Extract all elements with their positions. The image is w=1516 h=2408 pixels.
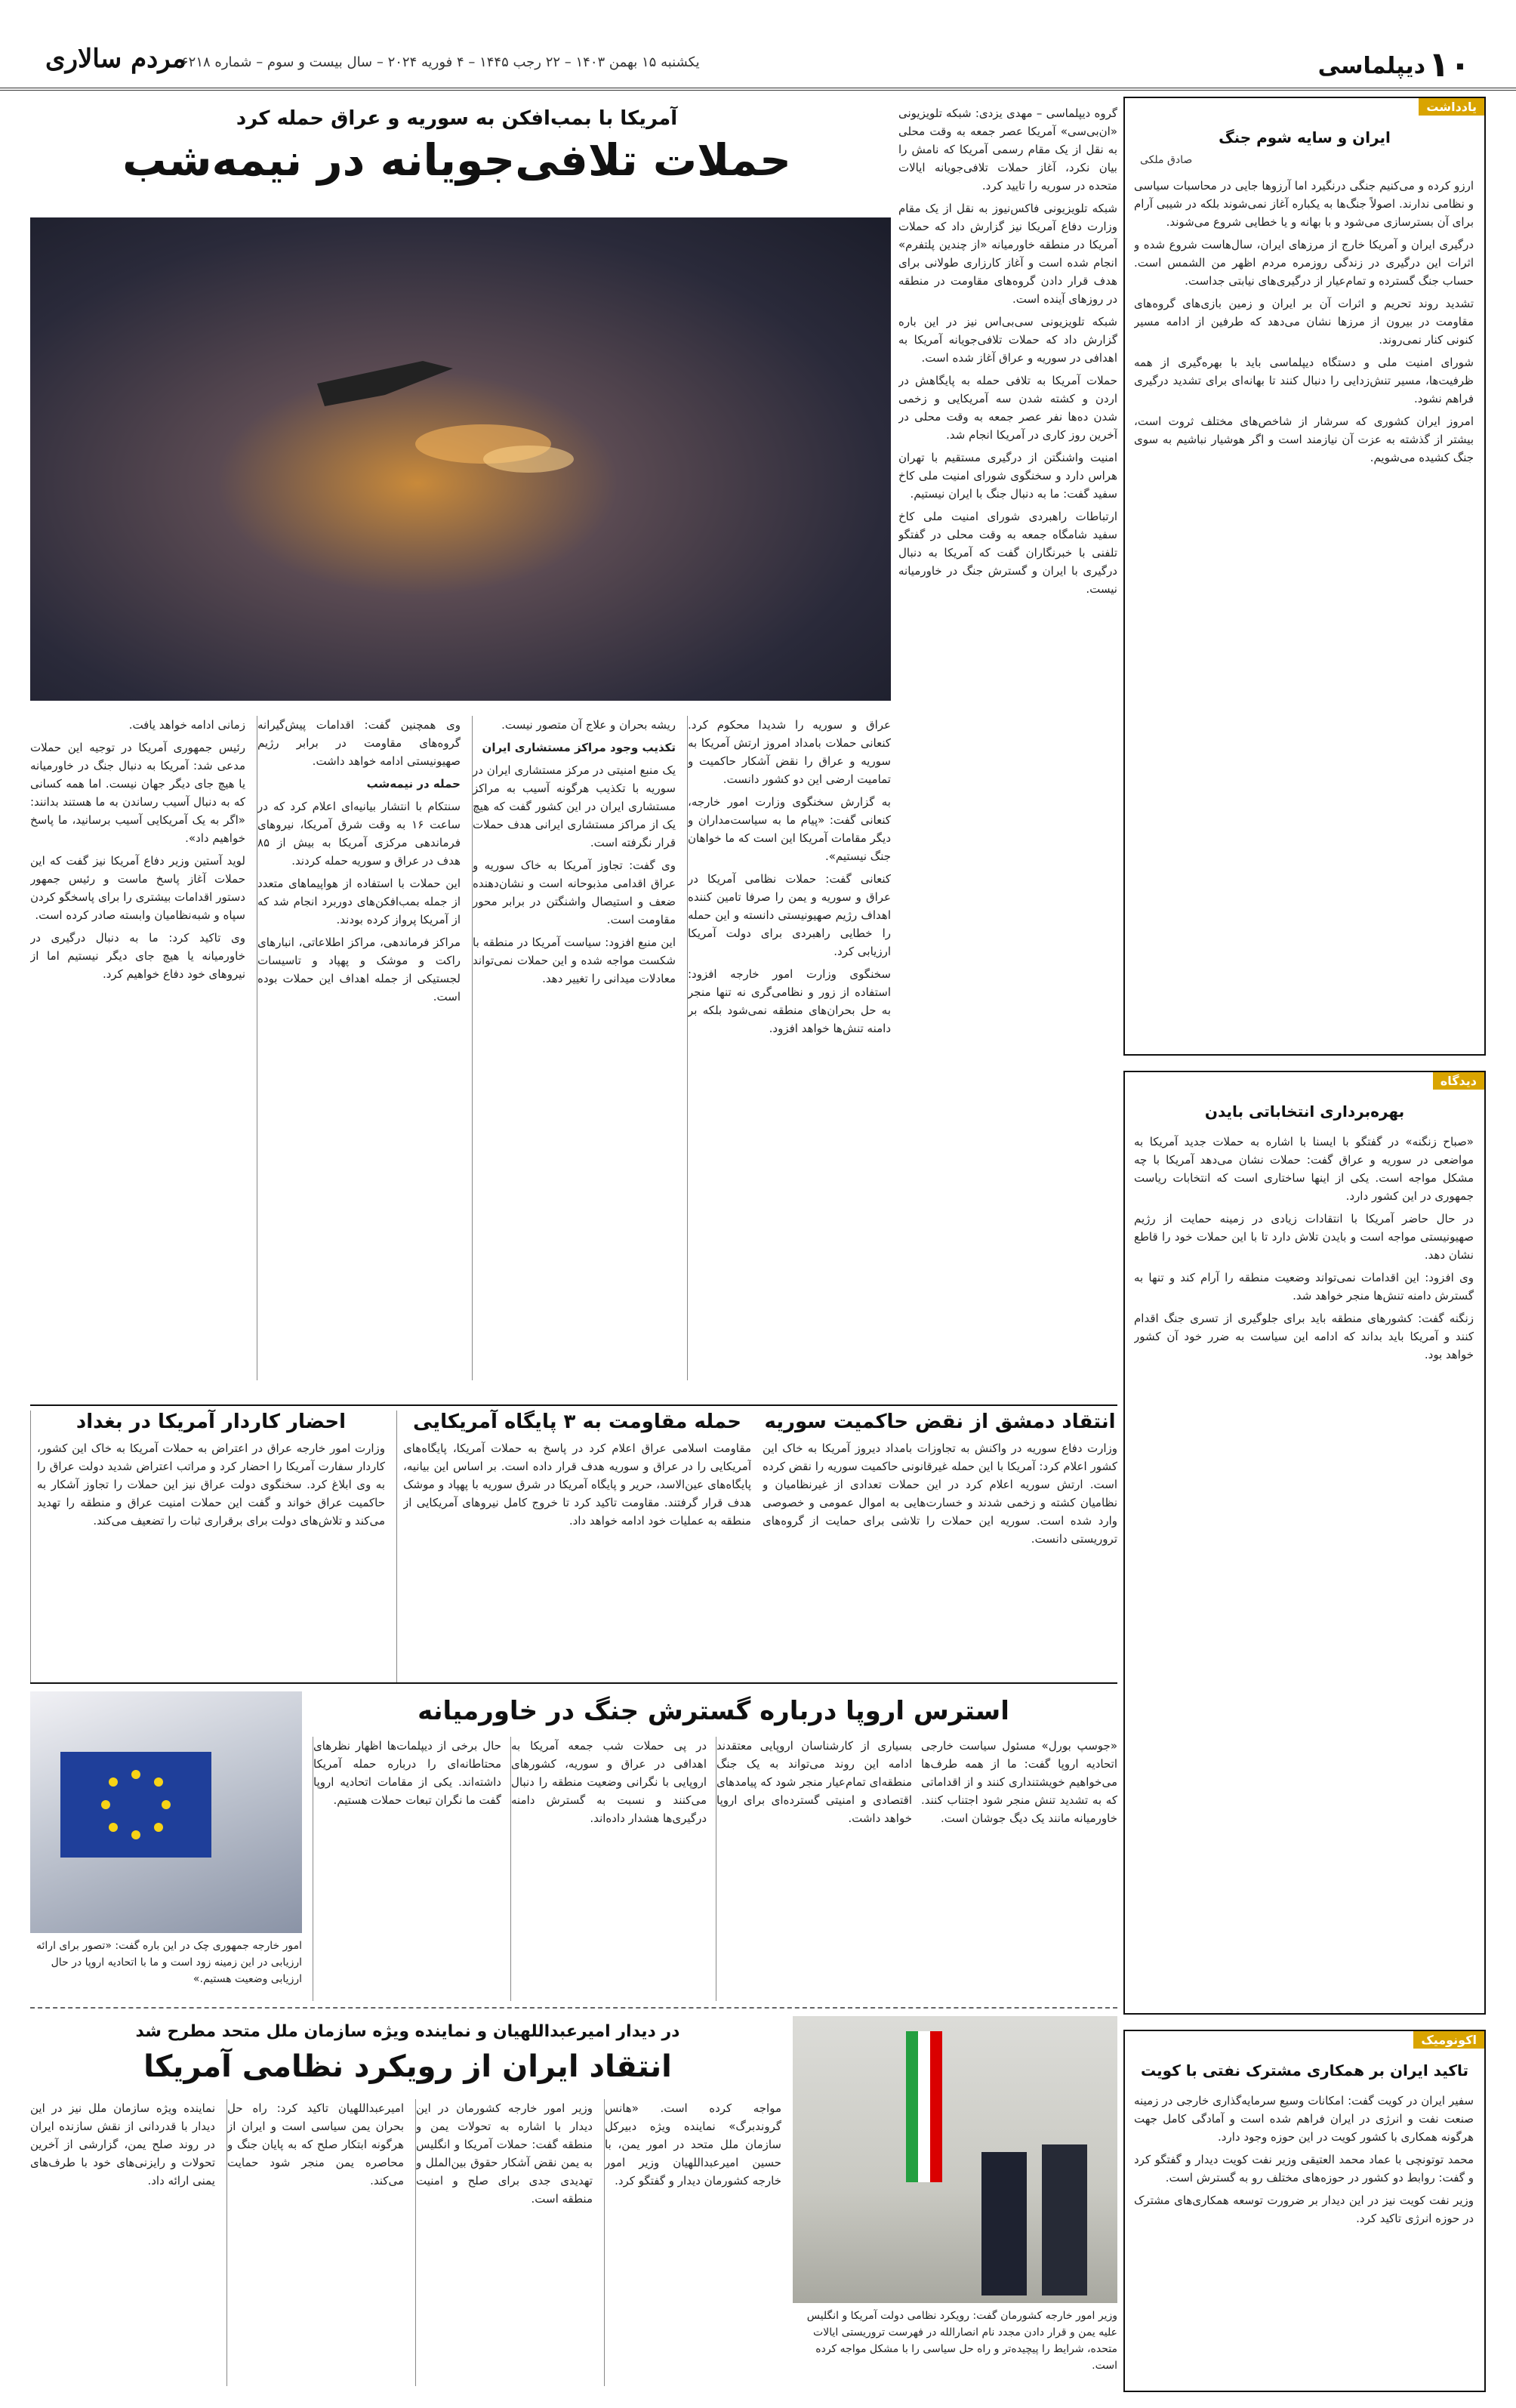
lead-column-c [257,716,461,1380]
paragraph: وی گفت: تجاوز آمریکا به خاک سوریه و عراق اقدامی مذبوحانه است و نشان‌دهنده ضعف و استیصال واشنگتن در برابر محور مقاومت است. [473,859,676,927]
eu-flag-icon [30,1691,302,1933]
lead-column-b [472,716,676,1380]
paragraph: امروز ایران کشوری که سرشار از شاخص‌های مختلف ثروت است، بیشتر از گذشته به عزت آن نیازمند است و اگر هوشیار نباشیم به سوی جنگ کشیده می‌شویم. [1134,415,1474,464]
paragraph: به گزارش سخنگوی وزارت امور خارجه، کنعانی گفت: «پیام ما به سیاست‌مداران و دیگر مقامات آمریکا این است که ما خواهان جنگ نیستیم». [688,795,891,863]
lead-story [30,97,1117,1395]
subheading: حمله در نیمه‌شب [366,777,461,791]
paragraph: وزیر نفت کویت نیز در این دیدار بر ضرورت توسعه همکاری‌های مشترک در حوزه انرژی تاکید کرد. [1134,2194,1474,2225]
meeting-headline: انتقاد ایران از رویکرد نظامی آمریکا [143,2049,672,2084]
paragraph: در حال حاضر آمریکا با انتقادات زیادی در زمینه حمایت از رژیم صهیونیستی مواجه است و بایدن تلاش دارد تا با این حملات خود را قاطع نشان دهد. [1134,1212,1474,1262]
paragraph: گروه دیپلماسی – مهدی یزدی: شبکه تلویزیونی «ان‌بی‌سی» آمریکا عصر جمعه به وقت محلی به نقل از یک مقام رسمی آمریکا که نامش را بیان نکرد، آغاز حملات تلافی‌جویانه ایالات متحده در سوریه را تایید کرد. [898,106,1117,193]
paragraph: تشدید روند تحریم و اثرات آن بر ایران و زمین بازی‌های گروه‌های مقاومت در بیرون از مرزها نشان می‌دهد که طرفین از ادامه مسیر کنونی کنار نمی‌روند. [1134,297,1474,347]
econ-tag: اکونومیک [1413,2031,1484,2049]
briefs-row [30,1404,1117,1684]
europe-column: بسیاری از کارشناسان اروپایی معتقدند ادامه این روند می‌تواند به یک جنگ منطقه‌ای تمام‌عیار منجر شود که پیامدهای اقتصادی و امنیتی گسترده‌ای برای اروپا خواهد داشت. [716,1737,912,2001]
lead-column-d [30,716,245,1380]
newspaper-logo: مردم سالاری [45,44,186,74]
view-body [1134,1133,1474,2001]
paragraph: محمد توتونچی با عماد محمد العتیقی وزیر نفت کویت دیدار و گفتگو کرد و گفت: روابط دو کشور در حوزه‌های مختلف رو به گسترش است. [1134,2153,1474,2184]
paragraph: حملات آمریکا به تلافی حمله به پایگاهش در اردن و کشته شدن سه آمریکایی و زخمی شدن ده‌ها نفر عصر جمعه به وقت محلی در آخرین روز کاری در آمریکا انجام شد. [898,374,1117,442]
europe-caption: امور خارجه جمهوری چک در این باره گفت: «تصور برای ارائه ارزیابی در این زمینه زود است و ما با اتحادیه اروپا در حال ارزیابی وضعیت هستیم.» [36,1940,302,1985]
paragraph: رئیس جمهوری آمریکا در توجیه این حملات مدعی شد: آمریکا به دنبال جنگ در خاورمیانه یا هیچ جای دیگر جهان نیست. اما همه کسانی که به دنبال آسیب رساندن به ما هستند بدانند: «اگر به یک آمریکایی آسیب برسانید، ما پاسخ خواهیم داد». [30,741,245,845]
paragraph: مراکز فرماندهی، مراکز اطلاعاتی، انبارهای راکت و موشک و پهپاد و تاسیسات لجستیکی از جمله اهداف این حملات بوده است. [257,936,461,1004]
brief-title: انتقاد دمشق از نقض حاکمیت سوریه [764,1411,1116,1433]
europe-column: حال برخی از دیپلمات‌ها اظهار نظرهای محتاطانه‌ای را درباره حمله آمریکا داشته‌اند. یکی از مقامات اتحادیه اروپا گفت ما نگران تبعات حملات هستیم. [313,1737,501,2001]
lead-column-a [687,716,891,1380]
note-box [1123,97,1486,1056]
issue-info: یکشنبه ۱۵ بهمن ۱۴۰۳ – ۲۲ رجب ۱۴۴۵ – ۴ فوریه ۲۰۲۴ – سال بیست و سوم – شماره ۶۲۱۸ [181,54,700,70]
paragraph: ریشه بحران و علاج آن متصور نیست. [501,718,676,732]
masthead [0,0,1516,91]
europe-column: در پی حملات شب جمعه آمریکا به اهدافی در عراق و سوریه، کشورهای اروپایی با نگرانی وضعیت منطقه را دنبال می‌کنند و نسبت به گسترش دامنه درگیری‌ها هشدار داده‌اند. [510,1737,707,2001]
meeting-column: وزیر امور خارجه کشورمان در این دیدار با اشاره به تحولات یمن و منطقه گفت: حملات آمریکا و انگلیس به یمن نقض آشکار حقوق بین‌الملل و تهدیدی جدی برای صلح و امنیت منطقه است. [415,2099,593,2386]
europe-story [30,1691,1117,2009]
brief-resistance [396,1411,751,1682]
view-title: بهره‌برداری انتخاباتی بایدن [1204,1102,1405,1121]
lead-intro [898,104,1117,950]
brief-text: مقاومت اسلامی عراق اعلام کرد در پاسخ به حملات آمریکا، پایگاه‌های آمریکایی را در عراق و سوریه هدف قرار داده است. بر اساس این بیانیه، پایگاه‌های عین‌الاسد، حریر و پایگاه آمریکا در شرق سوریه با پهپاد و موشک هدف قرار گرفتند. مقاومت تاکید کرد تا خروج کامل نیروهای آمریکایی از منطقه به عملیات خود ادامه خواهد داد. [403,1441,751,1528]
subheading: تکذیب وجود مراکز مستشاری ایران [482,741,676,754]
lead-headline: حملات تلافی‌جویانه در نیمه‌شب [122,134,791,186]
europe-headline: استرس اروپا درباره گسترش جنگ در خاورمیانه [418,1696,1009,1726]
brief-title: احضار کاردار آمریکا در بغداد [75,1411,347,1433]
meeting-column: مواجه کرده است. «هانس گروندبرگ» نماینده ویژه دبیرکل سازمان ملل متحد در امور یمن، با حسین امیرعبداللهیان وزیر امور خارجه کشورمان دیدار و گفتگو کرد. [604,2099,781,2386]
flag-icon [793,2016,1117,2303]
paragraph: وی تاکید کرد: ما به دنبال درگیری در خاورمیانه یا هیچ جای دیگر نیستیم اما از نیروهای خود دفاع خواهیم کرد. [30,931,245,981]
econ-title: تاکید ایران بر همکاری مشترک نفتی با کویت [1140,2061,1469,2080]
page-number: ۱۰ [1428,44,1471,85]
paragraph: لوید آستین وزیر دفاع آمریکا نیز گفت که این حملات آغاز پاسخ ماست و رئیس جمهور دستور اقدامات بیشتری را برای پاسخگو کردن سپاه و شبه‌نظامیان وابسته صادر کرده است. [30,854,245,922]
paragraph: «صباح زنگنه» در گفتگو با ایسنا با اشاره به حملات جدید آمریکا به مواضعی در سوریه و عراق گفت: حملات نشان می‌دهد آمریکا با چه مشکل مواجه است. یکی از اینها ساختاری است که انتخابات ریاست جمهوری در این کشور دارد. [1134,1135,1474,1203]
paragraph: وی افزود: این اقدامات نمی‌تواند وضعیت منطقه را آرام کند و تنها به گسترش دامنه تنش‌ها منجر خواهد شد. [1134,1271,1474,1303]
meeting-caption: وزیر امور خارجه کشورمان گفت: رویکرد نظامی دولت آمریکا و انگلیس علیه یمن و قرار دادن مجدد نام انصارالله در فهرست تروریستی ایالات متحده، شرایط را پیچیده‌تر و راه حل سیاسی را با مشکل مواجه کرده است. [806,2310,1117,2372]
econ-body [1134,2092,1474,2386]
meeting-column: نماینده ویژه سازمان ملل نیز در این دیدار با قدردانی از نقش سازنده ایران در روند صلح یمن، گزارشی از آخرین تحولات و رایزنی‌های خود با طرف‌های یمنی ارائه داد. [30,2101,215,2188]
view-box [1123,1071,1486,2015]
paragraph: شبکه تلویزیونی فاکس‌نیوز به نقل از یک مقام وزارت دفاع آمریکا نیز گزارش داد که حملات آمریکا در منطقه خاورمیانه «از چندین پلتفرم» انجام شده است و آغاز کارزاری طولانی برای هدف قرار دادن گروه‌های مقاومت در منطقه در روزهای آینده است. [898,202,1117,306]
section-title: دیپلماسی [1317,53,1425,79]
lead-kicker: آمریکا با بمب‌افکن به سوریه و عراق حمله کرد [236,107,678,130]
europe-column: «جوسپ بورل» مسئول سیاست خارجی اتحادیه اروپا گفت: ما از همه طرف‌ها می‌خواهیم خویشتنداری کنند و از اقداماتی که به تشدید تنش منجر شود اجتناب کنند. خاورمیانه مانند یک دیگ جوشان است. [921,1739,1117,1825]
meeting-photo [793,2016,1117,2303]
brief-title: حمله مقاومت به ۳ پایگاه آمریکایی [413,1411,741,1433]
note-title: ایران و سایه شوم جنگ [1219,128,1391,146]
paragraph: امنیت واشنگتن از درگیری مستقیم با تهران هراس دارد و سخنگوی شورای امنیت ملی کاخ سفید گفت: ما به دنبال جنگ با ایران نیستیم. [898,451,1117,501]
note-tag: یادداشت [1419,98,1484,116]
fighter-jet-photo [30,217,891,701]
paragraph: شبکه تلویزیونی سی‌بی‌اس نیز در این باره گزارش داد که حملات تلافی‌جویانه آمریکا به اهدافی در سوریه و عراق آغاز شده است. [898,315,1117,365]
brief-baghdad [30,1411,385,1682]
brief-text: وزارت دفاع سوریه در واکنش به تجاوزات بامداد دیروز آمریکا به خاک این کشور اعلام کرد: آمریکا با این حمله غیرقانونی حاکمیت سوریه را نقض کرده است. ارتش سوریه اعلام کرد در این حملات تعدادی از غیرنظامیان و نظامیان کشته و زخمی شدند و خسارت‌هایی به اموال عمومی و خصوصی وارد شده است. سوریه این حملات را تلاشی برای حمایت از گروه‌های تروریستی دانست. [763,1441,1117,1546]
paragraph: ارتباطات راهبردی شورای امنیت ملی کاخ سفید شامگاه جمعه به وقت محلی در گفتگو تلفنی با خبرنگاران گفت که آمریکا به دنبال درگیری با ایران و گسترش جنگ در خاورمیانه نیست. [898,510,1117,596]
paragraph: این منبع افزود: سیاست آمریکا در منطقه با شکست مواجه شده و این حملات نمی‌تواند معادلات میدانی را تغییر دهد. [473,936,676,985]
jet-icon [30,217,891,701]
note-author: صادق ملکی [1140,154,1193,166]
brief-text: وزارت امور خارجه عراق در اعتراض به حملات آمریکا به خاک این کشور، کاردار سفارت آمریکا را احضار کرد و مراتب اعتراض شدید دولت عراق را به وی ابلاغ کرد. سخنگوی دولت عراق نیز این حملات را تجاوز آشکار به حاکمیت عراق خواند و گفت این حملات امنیت عراق و منطقه را تهدید می‌کند و تلاش‌های دولت برای برقراری ثبات را تضعیف می‌کند. [37,1441,385,1528]
paragraph: این حملات با استفاده از هواپیماهای متعدد از جمله بمب‌افکن‌های دوربرد انجام شد که از آمریکا پرواز کرده بودند. [257,877,461,927]
note-body [1134,177,1474,1045]
paragraph: کنعانی گفت: حملات نظامی آمریکا در عراق و سوریه و یمن را صرفا تامین کننده اهداف رژیم صهیونیستی دانسته و این حمله را خطایی راهبردی برای دولت آمریکا ارزیابی کرد. [688,872,891,958]
paragraph: ارزو کرده و می‌کنیم جنگی درنگیرد اما آرزوها جایی در محاسبات سیاسی و نظامی ندارند. اصولاً جنگ‌ها به یکباره آغاز نمی‌شوند بلکه در شیبی آرام برای آن بسترسازی می‌شود و با بهانه و یا خطایی شروع می‌شوند. [1134,179,1474,229]
paragraph: زمانی ادامه خواهد یافت. [128,718,245,732]
paragraph: درگیری ایران و آمریکا خارج از مرزهای ایران، سال‌هاست شروع شده و اثرات این درگیری در زندگی روزمره مردم اظهر من الشمس است. حساب جنگ گسترده و تمام‌عیار از درگیری‌های نیابتی جداست. [1134,238,1474,288]
paragraph: عراق و سوریه را شدیدا محکوم کرد. کنعانی حملات بامداد امروز ارتش آمریکا به سوریه و عراق را نقض آشکار حاکمیت و تمامیت ارضی این دو کشور دانست. [688,718,891,786]
meeting-column: امیرعبداللهیان تاکید کرد: راه حل بحران یمن سیاسی است و ایران از هرگونه ابتکار صلح که به پایان جنگ و محاصره یمن منجر شود حمایت می‌کند. [226,2099,404,2386]
econ-box [1123,2030,1486,2392]
brief-syria [763,1411,1117,1682]
paragraph: شورای امنیت ملی و دستگاه دیپلماسی باید با بهره‌گیری از همه ظرفیت‌ها، مسیر تنش‌زدایی را دنبال کنند تا بهانه‌ای برای تشدید درگیری فراهم نشود. [1134,356,1474,405]
eu-flags-photo [30,1691,302,1933]
paragraph: سفیر ایران در کویت گفت: امکانات وسیع سرمایه‌گذاری خارجی در زمینه صنعت نفت و انرژی در ایران فراهم شده است و آمادگی کامل جهت هرگونه همکاری با کشور کویت در این حوزه وجود دارد. [1134,2094,1474,2144]
sidebar [1123,97,1486,2392]
meeting-story [30,2016,1117,2394]
paragraph: سنتکام با انتشار بیانیه‌ای اعلام کرد که در ساعت ۱۶ به وقت شرق آمریکا، نیروهای فرماندهی مرکزی آمریکا به بیش از ۸۵ هدف در عراق و سوریه حمله کردند. [257,800,461,868]
paragraph: زنگنه گفت: کشورهای منطقه باید برای جلوگیری از تسری جنگ اقدام کنند و آمریکا باید بداند که ادامه این سیاست به ضرر خود آن کشور خواهد بود. [1134,1312,1474,1361]
paragraph: یک منبع امنیتی در مرکز مستشاری ایران در سوریه با تکذیب هرگونه آسیب به مراکز مستشاری ایران در این کشور گفت که هیچ یک از مراکز مستشاری ایرانی هدف حملات قرار نگرفته است. [473,763,676,849]
paragraph: وی همچنین گفت: اقدامات پیش‌گیرانه گروه‌های مقاومت در برابر رژیم صهیونیستی ادامه خواهد داشت. [257,718,461,768]
meeting-kicker: در دیدار امیرعبداللهیان و نماینده ویژه سازمان ملل متحد مطرح شد [135,2022,680,2041]
view-tag: دیدگاه [1433,1072,1484,1090]
paragraph: سخنگوی وزارت امور خارجه افزود: استفاده از زور و نظامی‌گری نه تنها منجر به حل بحران‌های منطقه نمی‌شود بلکه بر دامنه تنش‌ها خواهد افزود. [688,967,891,1035]
